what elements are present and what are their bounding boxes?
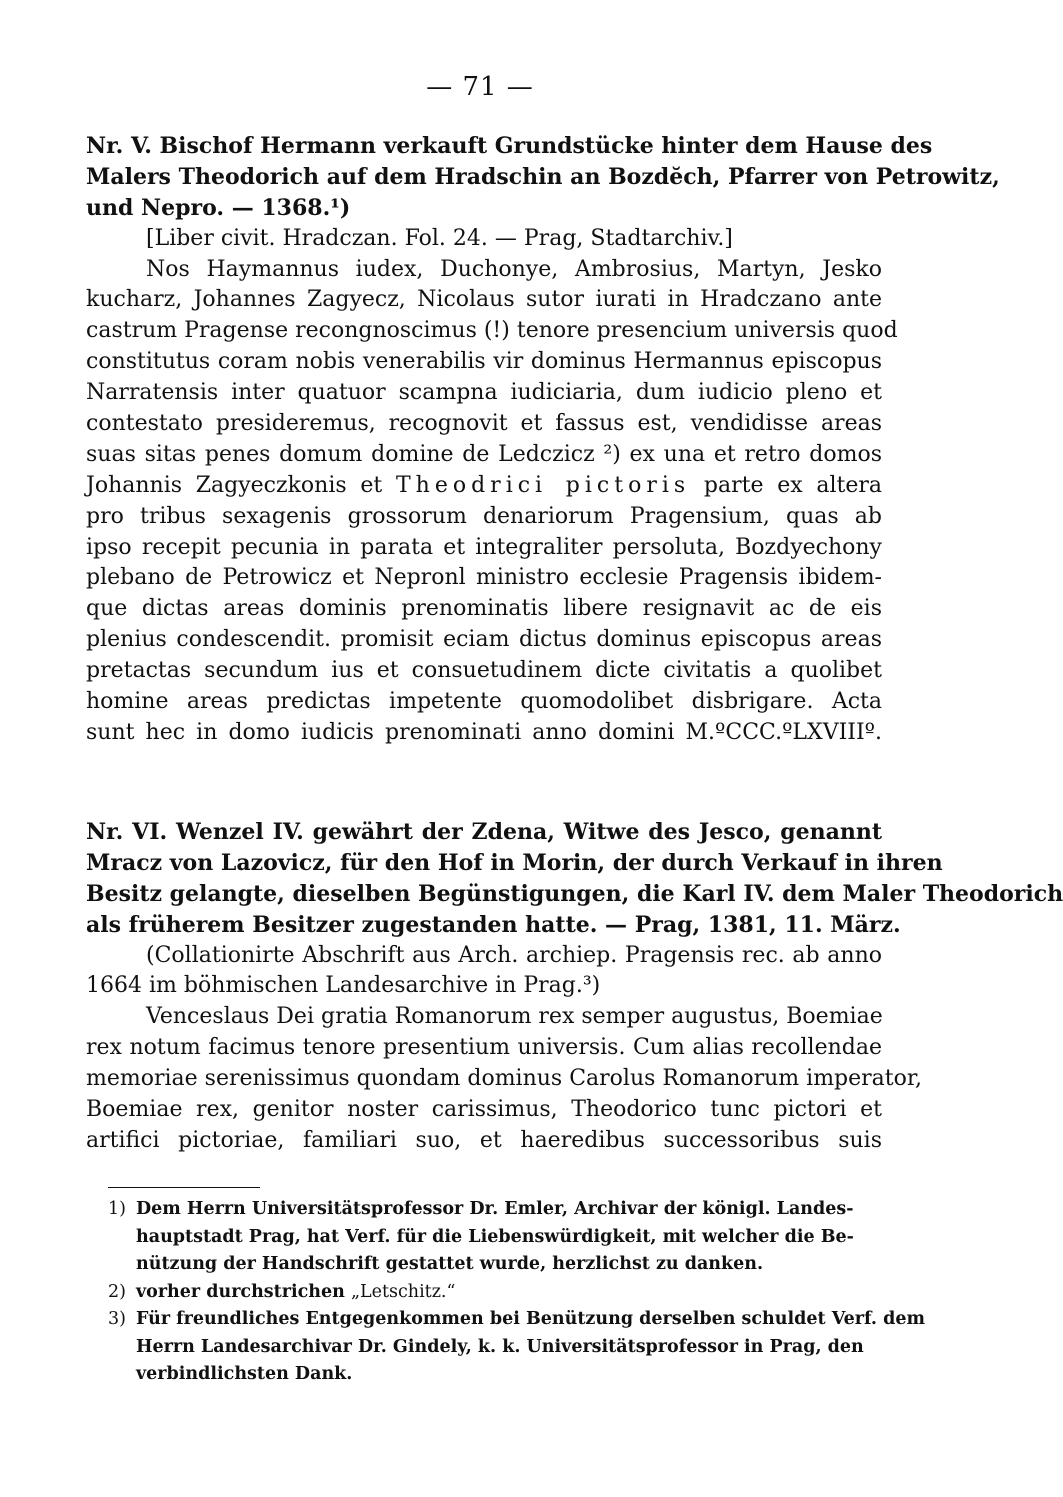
footnote-1-line-3: nützung der Handschrift gestattet wurde, herzlichst zu danken. (136, 1254, 764, 1274)
footnote-2-text: vorher durchstrichen (136, 1281, 345, 1302)
spaced-name-theodrici: Theodrici pictoris (395, 472, 691, 498)
doc6-source-line-2: 1664 im böhmischen Landesarchive in Prag.³) (86, 973, 601, 999)
doc5-body-line-7: suas sitas penes domum domine de Ledczicz ²) ex una et retro domos (86, 441, 882, 467)
footnote-2-number: 2) (108, 1281, 126, 1302)
footnote-3-line-1 (108, 1306, 926, 1334)
doc6-heading-line-4: als früherem Besitzer zugestanden hatte. — Prag, 1381, 11. März. (86, 911, 901, 938)
doc5-body-line-12: que dictas areas dominis prenominatis libere resignavit ac de eis (86, 596, 882, 622)
doc5-body-line-4: constitutus coram nobis venerabilis vir dominus Hermannus episcopus (86, 349, 882, 375)
doc5-body-line-6: contestato presideremus, recognovit et fassus est, vendidisse areas (86, 411, 882, 437)
doc5-body-line-5: Narratensis inter quatuor scampna iudiciaria, dum iudicio pleno et (86, 380, 882, 406)
doc6-heading-line-3: Besitz gelangte, dieselben Begünstigungen, die Karl IV. dem Maler Theodorich (86, 880, 1063, 907)
footnote-1-line-2: hauptstadt Prag, hat Verf. für die Liebenswürdigkeit, mit welcher die Be- (136, 1226, 854, 1247)
doc5-source: [Liber civit. Hradczan. Fol. 24. — Prag, Stadtarchiv.] (146, 225, 733, 251)
doc5-body-line-8 (86, 471, 882, 502)
footnote-3-line-3: verbindlichsten Dank. (136, 1364, 353, 1384)
doc5-body-line-9: pro tribus sexagenis grossorum denariorum Pragensium, quas ab (86, 503, 882, 529)
footnote-3-text-1: Für freundliches Entgegenkommen bei Benützung derselben schuldet Verf. dem (136, 1309, 926, 1329)
doc6-body-line-2: rex notum facimus tenore presentium universis. Cum alias recollendae (86, 1035, 882, 1061)
footnote-1-text-1: Dem Herrn Universitätsprofessor Dr. Emler, Archivar der königl. Landes- (136, 1199, 854, 1219)
footnote-2-line (108, 1279, 868, 1307)
footnote-1-number: 1) (108, 1199, 126, 1219)
document-v (86, 131, 1000, 749)
doc5-body-line-11: plebano de Petrowicz et Nepronl ministro ecclesie Pragensis ibidem- (86, 565, 882, 591)
doc5-heading-line-2: Malers Theodorich auf dem Hradschin an Bozdĕch, Pfarrer von Petrowitz, (86, 163, 1000, 190)
doc5-heading-line-3: und Nepro. — 1368.¹) (86, 194, 351, 221)
doc5-body-line-16: sunt hec in domo iudicis prenominati anno domini M.ºCCC.ºLXVIIIº. (86, 719, 882, 745)
document-vi (86, 817, 1063, 1157)
doc6-body-line-1: Venceslaus Dei gratia Romanorum rex semper augustus, Boemiae (146, 1004, 883, 1030)
doc5-body-line-14: pretactas secundum ius et consuetudinem dicte civitatis a quolibet (86, 658, 882, 684)
doc5-body-line-1: Nos Haymannus iudex, Duchonye, Ambrosius, Martyn, Jesko (146, 256, 882, 282)
footnote-separator (108, 1187, 260, 1188)
doc6-heading-line-2: Mracz von Lazovicz, für den Hof in Morin, der durch Verkauf in ihren (86, 849, 943, 876)
doc6-heading-line-1: Nr. VI. Wenzel IV. gewährt der Zdena, Witwe des Jesco, genannt (86, 819, 882, 845)
footnotes (108, 1196, 926, 1389)
footnote-3-number: 3) (108, 1309, 126, 1329)
doc5-body-line-8-end: parte ex altera (703, 472, 883, 498)
doc5-body-line-8-start: Johannis Zagyeczkonis et (86, 472, 383, 498)
footnote-1-line-1 (108, 1196, 868, 1224)
doc5-body-line-2: kucharz, Johannes Zagyecz, Nicolaus sutor iurati in Hradczano ante (86, 287, 882, 313)
doc6-body-line-4: Boemiae rex, genitor noster carissimus, Theodorico tunc pictori et (86, 1097, 882, 1123)
doc6-body-line-3: memoriae serenissimus quondam dominus Carolus Romanorum imperator, (86, 1066, 922, 1092)
doc6-body-line-5: artifici pictoriae, familiari suo, et haeredibus successoribus suis (86, 1127, 882, 1153)
doc5-body-line-10: ipso recepit pecunia in parata et integraliter persoluta, Bozdyechony (86, 534, 882, 560)
doc5-body-line-13: plenius condescendit. promisit eciam dictus dominus episcopus areas (86, 627, 882, 653)
doc5-body-line-15: homine areas predictas impetente quomodolibet disbrigare. Acta (86, 689, 882, 715)
footnote-2-quote: „Letschitz.“ (350, 1281, 456, 1302)
doc5-heading-line-1: Nr. V. Bischof Hermann verkauft Grundstücke hinter dem Hause des (86, 133, 933, 159)
doc5-body-line-3: castrum Pragense recongnoscimus (!) tenore presencium universis quod (86, 318, 898, 344)
doc6-source-line-1: (Collationirte Abschrift aus Arch. archiep. Pragensis rec. ab anno (146, 942, 882, 968)
footnote-3-line-2: Herrn Landesarchivar Dr. Gindely, k. k. Universitätsprofessor in Prag, den (136, 1336, 864, 1357)
page-number: — 71 — (426, 72, 534, 102)
